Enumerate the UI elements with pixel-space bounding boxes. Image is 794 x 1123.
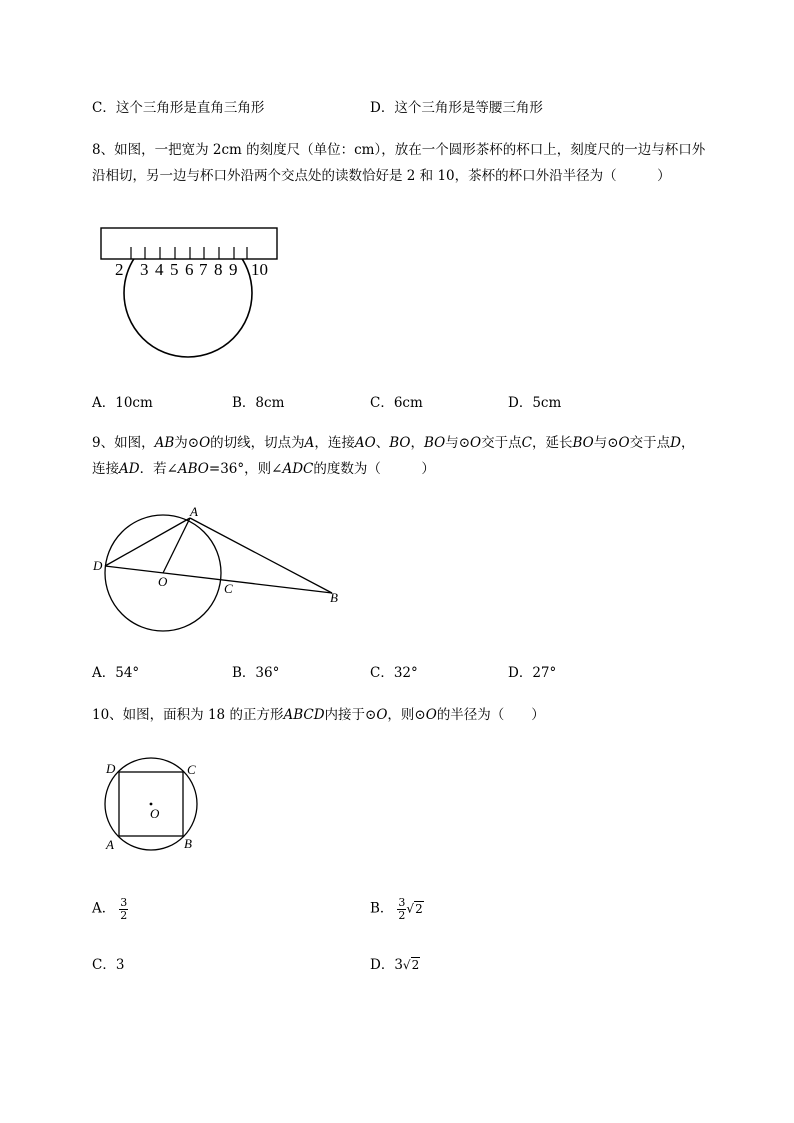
q10-label-b: B (184, 836, 192, 851)
q7-option-c: C．这个三角形是直角三角形 (92, 100, 265, 116)
q9-label-o: O (158, 574, 168, 589)
q8-ruler-label-9: 9 (229, 260, 238, 279)
q9-option-d: D．27° (508, 665, 557, 681)
q9-label-d: D (93, 558, 103, 573)
q8-ruler-label-4: 4 (155, 260, 164, 279)
q10-label-a: A (106, 837, 114, 852)
q9-option-b: B．36° (232, 665, 280, 681)
q8-ruler-label-8: 8 (214, 260, 223, 279)
q9-label-a: A (190, 504, 198, 519)
q8-stem-line1: 8、如图，一把宽为 2cm 的刻度尺（单位：cm），放在一个圆形茶杯的杯口上，刻度尺的一边与杯口外 (92, 142, 706, 158)
q10-option-a: A． $\frac{3}{2}$ (92, 896, 128, 922)
q9-option-a: A．54° (92, 665, 140, 681)
q8-stem-line2: 沿相切，另一边与杯口外沿两个交点处的读数恰好是 2 和 10，茶杯的杯口外沿半径为（ ） (92, 168, 671, 184)
q9-label-c: C (224, 581, 233, 596)
q10-stem: 10、如图，面积为 18 的正方形ABCD内接于⊙O，则⊙O的半径为（ ） (92, 707, 545, 723)
q8-ruler-label-7: 7 (199, 260, 208, 279)
q9-stem-line2: 连接AD．若∠ABO=36°，则∠ADC的度数为（ ） (92, 461, 435, 477)
q8-option-d: D．5cm (508, 395, 562, 411)
q10-label-d: D (106, 761, 116, 776)
q7-option-d: D．这个三角形是等腰三角形 (370, 100, 543, 116)
q9-option-c: C．32° (370, 665, 418, 681)
q10-center-dot (150, 803, 153, 806)
q10-label-c: C (187, 762, 196, 777)
q8-ruler-label-10: 10 (251, 260, 268, 279)
q8-ruler-label-6: 6 (185, 260, 194, 279)
q9-label-b: B (330, 590, 338, 605)
q10-option-b-sqrt: √2 (406, 901, 423, 916)
q9-stem-line1: 9、如图，AB为⊙O的切线，切点为A，连接AO、BO，BO与⊙O交于点C，延长BO与⊙O交于点D， (92, 435, 695, 451)
q8-ruler-label-5: 5 (170, 260, 179, 279)
q10-option-b: B． $\frac{3}{2}$ √2 (370, 896, 423, 922)
q8-ruler-label-3: 3 (140, 260, 149, 279)
q10-option-b-fraction: $\frac{3}{2}$ (398, 896, 406, 922)
q8-option-b: B．8cm (232, 395, 285, 411)
q8-ruler-label-2: 2 (115, 260, 124, 279)
q10-option-d-sqrt: √2 (402, 958, 420, 972)
q10-option-a-fraction: $\frac{3}{2}$ (120, 896, 128, 922)
q8-option-a: A．10cm (92, 395, 153, 411)
q10-option-d: D．3√2 (370, 957, 420, 973)
q10-label-o: O (150, 806, 160, 821)
q8-option-c: C．6cm (370, 395, 423, 411)
q10-option-c: C．3 (92, 957, 125, 973)
